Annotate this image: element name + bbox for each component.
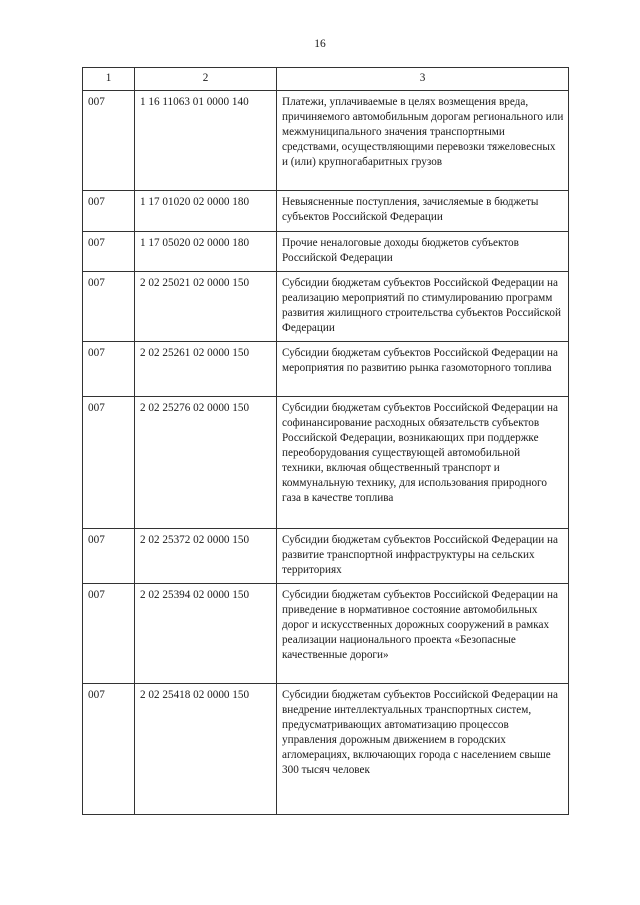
- table-row: [83, 684, 569, 815]
- description-cell: Платежи, уплачиваемые в целях возмещения вреда, причиняемого автомобильным дорогам регионального или межмуниципального значения транспортными средствами, осуществляющими перевозки тяжеловесных и (или) крупногабаритных грузов: [277, 91, 569, 191]
- table-header-row: [83, 68, 569, 91]
- page-number: 16: [314, 38, 326, 50]
- table-row: [83, 272, 569, 342]
- description-cell: Субсидии бюджетам субъектов Российской Федерации на внедрение интеллектуальных транспортных систем, предусматривающих автоматизацию процессов управления дорожным движением в городских агломерациях, включающих города с населением свыше 300 тысяч человек: [277, 684, 569, 815]
- column-header-2: 2: [135, 68, 277, 91]
- admin-code-cell: 007: [83, 272, 135, 342]
- admin-code-cell: 007: [83, 232, 135, 272]
- table-row: [83, 397, 569, 529]
- budget-code-cell: 1 16 11063 01 0000 140: [135, 91, 277, 191]
- table-row: [83, 529, 569, 584]
- budget-code-cell: 2 02 25418 02 0000 150: [135, 684, 277, 815]
- table-row: [83, 342, 569, 397]
- admin-code-cell: 007: [83, 342, 135, 397]
- budget-code-cell: 2 02 25372 02 0000 150: [135, 529, 277, 584]
- budget-code-cell: 2 02 25276 02 0000 150: [135, 397, 277, 529]
- description-cell: Невыясненные поступления, зачисляемые в бюджеты субъектов Российской Федерации: [277, 191, 569, 232]
- column-header-3: 3: [277, 68, 569, 91]
- budget-code-cell: 2 02 25394 02 0000 150: [135, 584, 277, 684]
- admin-code-cell: 007: [83, 684, 135, 815]
- admin-code-cell: 007: [83, 91, 135, 191]
- description-cell: Субсидии бюджетам субъектов Российской Федерации на приведение в нормативное состояние автомобильных дорог и искусственных дорожных сооружений в рамках реализации национального проекта «Безопасные качественные дороги»: [277, 584, 569, 684]
- budget-code-cell: 2 02 25261 02 0000 150: [135, 342, 277, 397]
- description-cell: Прочие неналоговые доходы бюджетов субъектов Российской Федерации: [277, 232, 569, 272]
- budget-code-cell: 1 17 01020 02 0000 180: [135, 191, 277, 232]
- admin-code-cell: 007: [83, 584, 135, 684]
- budget-codes-table: [82, 67, 569, 815]
- budget-code-cell: 1 17 05020 02 0000 180: [135, 232, 277, 272]
- admin-code-cell: 007: [83, 397, 135, 529]
- admin-code-cell: 007: [83, 191, 135, 232]
- table-row: [83, 232, 569, 272]
- description-cell: Субсидии бюджетам субъектов Российской Федерации на развитие транспортной инфраструктуры на сельских территориях: [277, 529, 569, 584]
- description-cell: Субсидии бюджетам субъектов Российской Федерации на мероприятия по развитию рынка газомоторного топлива: [277, 342, 569, 397]
- description-cell: Субсидии бюджетам субъектов Российской Федерации на реализацию мероприятий по стимулированию программ развития жилищного строительства субъектов Российской Федерации: [277, 272, 569, 342]
- column-header-1: 1: [83, 68, 135, 91]
- budget-code-cell: 2 02 25021 02 0000 150: [135, 272, 277, 342]
- description-cell: Субсидии бюджетам субъектов Российской Федерации на софинансирование расходных обязательств субъектов Российской Федерации, возникающих при поддержке переоборудования существующей автомобильной техники, включая общественный транспорт и коммунальную технику, для использования природного газа в качестве топлива: [277, 397, 569, 529]
- table-row: [83, 191, 569, 232]
- table-row: [83, 91, 569, 191]
- admin-code-cell: 007: [83, 529, 135, 584]
- table-row: [83, 584, 569, 684]
